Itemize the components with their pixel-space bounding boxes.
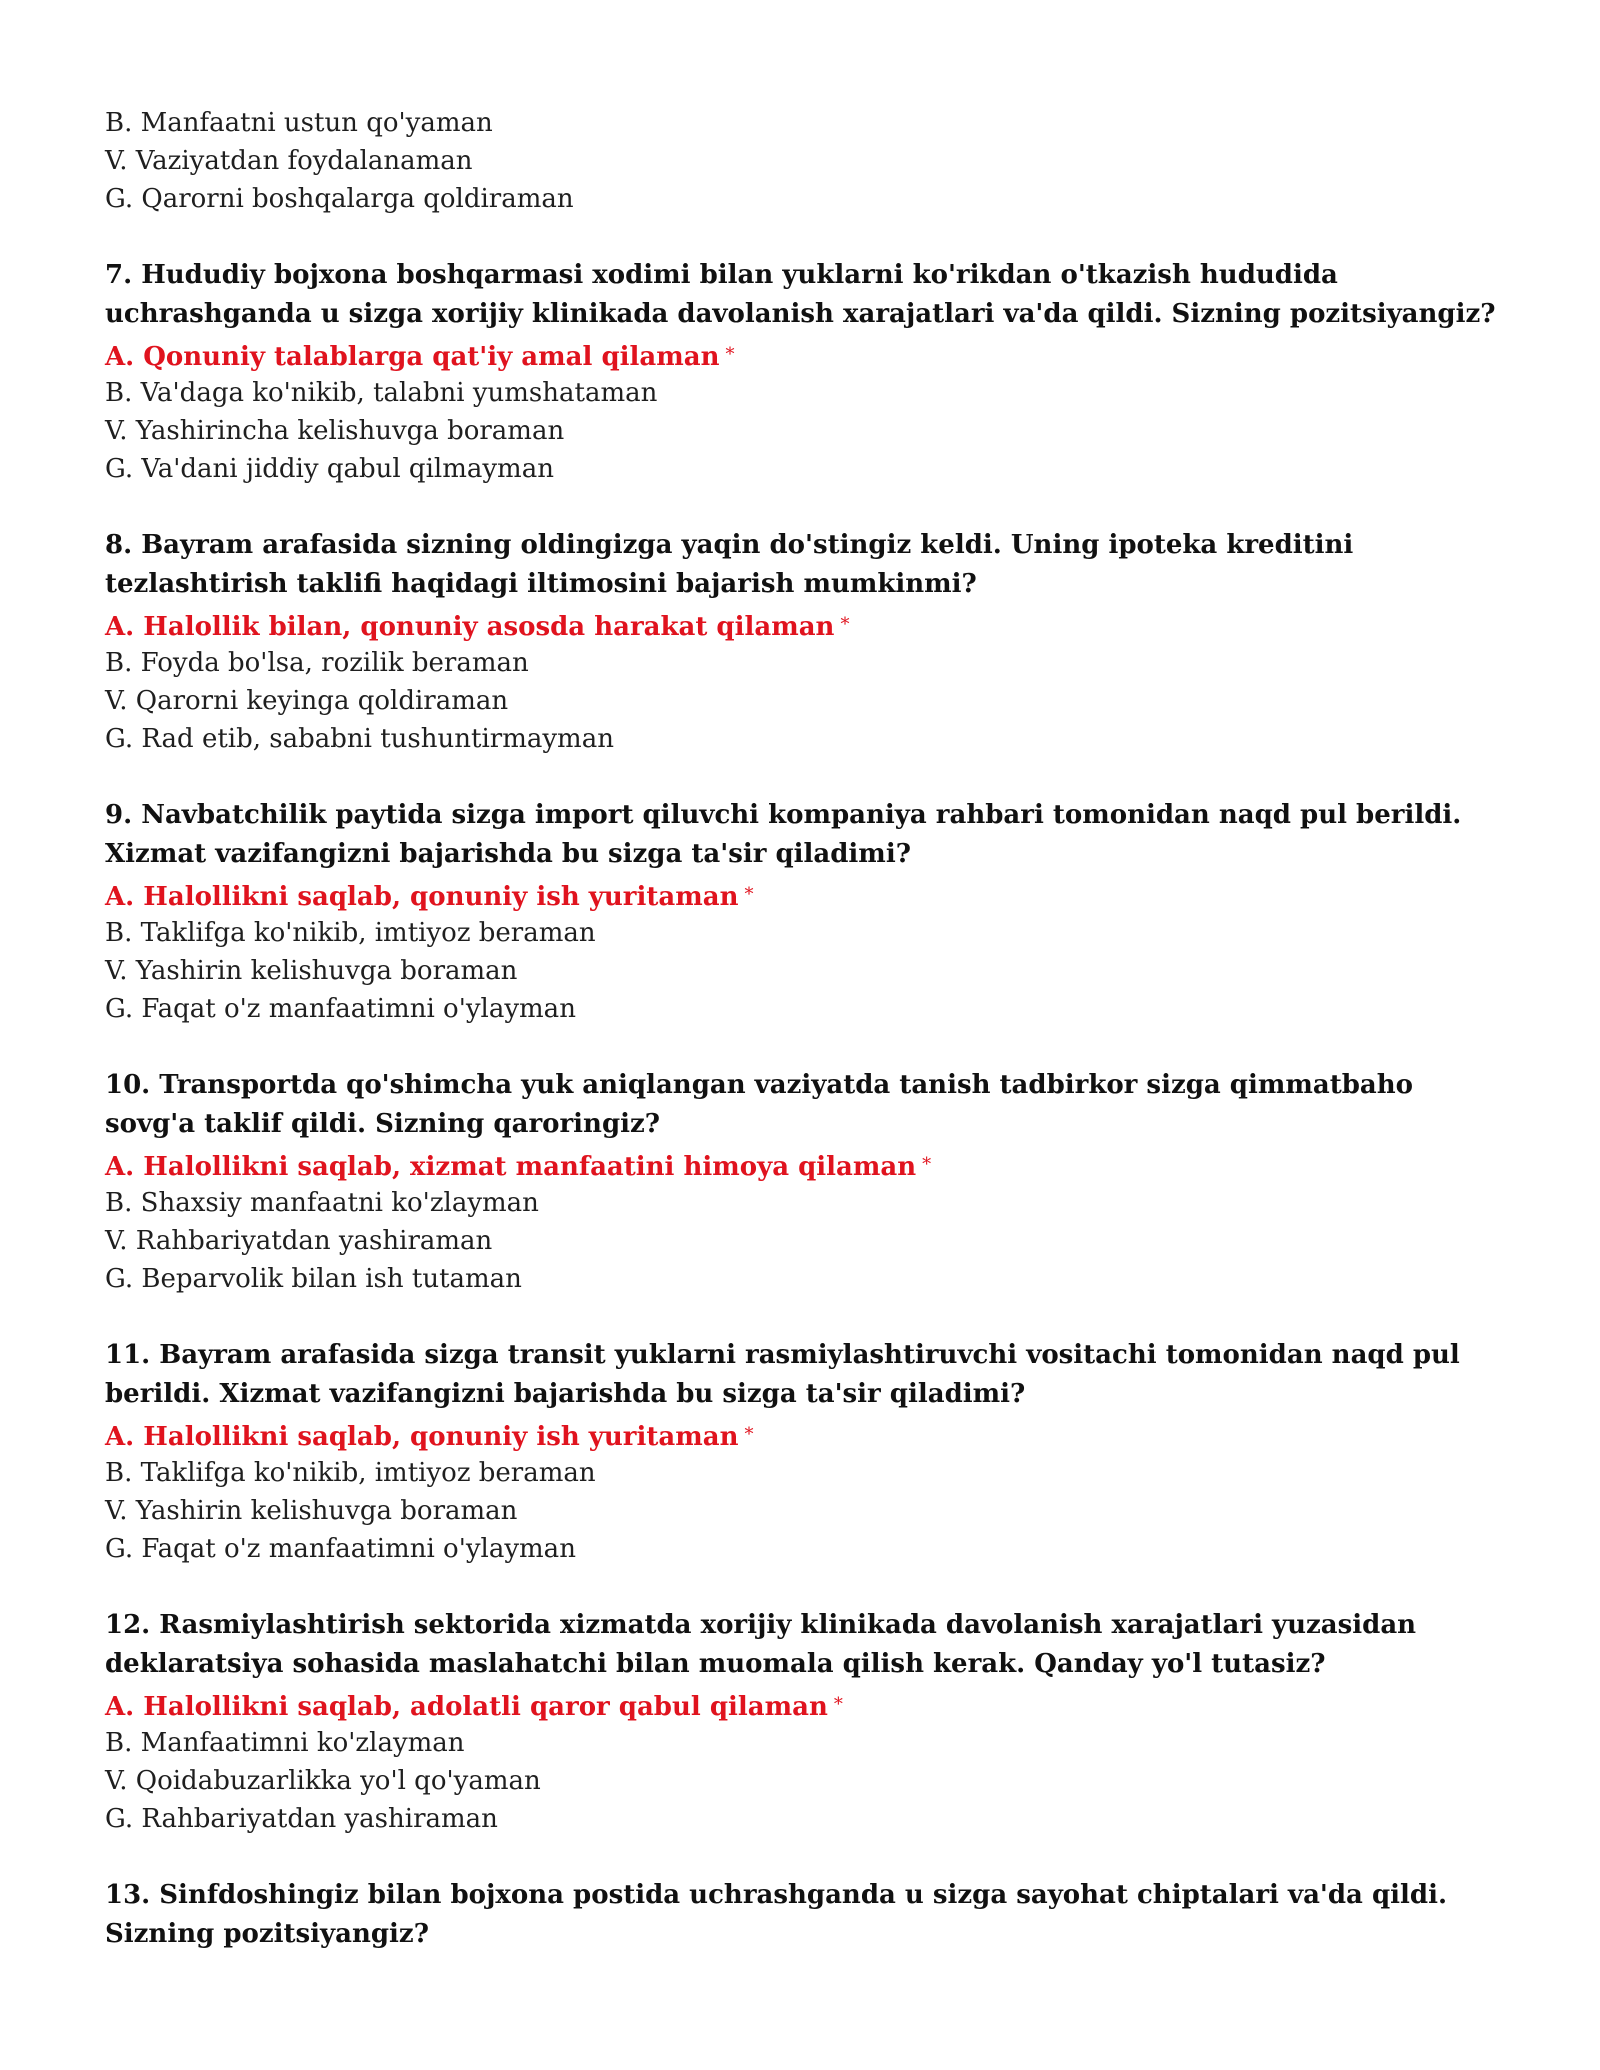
option-v: V. Yashirin kelishuvga boraman [105,956,518,986]
option-g: G. Rahbariyatdan yashiraman [105,1804,498,1834]
correct-marker: * [922,1154,932,1175]
question-8 [105,526,1505,758]
option-g: G. Rad etib, sababni tushuntirmayman [105,724,614,754]
question-9 [105,796,1505,1028]
correct-marker: * [840,614,850,635]
option-v: V. Yashirincha kelishuvga boraman [105,416,565,446]
question-text: 8. Bayram arafasida sizning oldingizga yaqin do'stingiz keldi. Uning ipoteka kreditini tezlashtirish taklifi haqidagi iltimosini bajarish mumkinmi? [105,530,1354,599]
question-10 [105,1066,1505,1298]
option-b: B. Taklifga ko'nikib, imtiyoz beraman [105,918,596,948]
correct-answer-text: A. Halollikni saqlab, adolatli qaror qabul qilaman [105,1692,828,1722]
correct-answer [105,336,1505,374]
question-12 [105,1606,1505,1838]
option-v: V. Yashirin kelishuvga boraman [105,1496,518,1526]
option-v: V. Rahbariyatdan yashiraman [105,1226,493,1256]
question-13 [105,1876,1505,1954]
correct-answer-text: A. Halollikni saqlab, xizmat manfaatini himoya qilaman [105,1152,917,1182]
correct-answer-text: A. Halollikni saqlab, qonuniy ish yuritaman [105,1422,739,1452]
question-text: 7. Hududiy bojxona boshqarmasi xodimi bilan yuklarni ko'rikdan o'tkazish hududida uchrashganda u sizga xorijiy klinikada davolanish xarajatlari va'da qildi. Sizning pozitsiyangiz? [105,260,1496,329]
correct-answer [105,1416,1505,1454]
correct-marker: * [744,884,754,905]
option-g: G. Beparvolik bilan ish tutaman [105,1264,522,1294]
option-b: B. Va'daga ko'nikib, talabni yumshataman [105,378,658,408]
option-b: B. Manfaatimni ko'zlayman [105,1728,465,1758]
correct-answer-text: A. Halollikni saqlab, qonuniy ish yuritaman [105,882,739,912]
option-b: B. Shaxsiy manfaatni ko'zlayman [105,1188,539,1218]
correct-answer [105,1146,1505,1184]
correct-answer-text: A. Qonuniy talablarga qat'iy amal qilaman [105,342,720,372]
option-g: G. Faqat o'z manfaatimni o'ylayman [105,1534,576,1564]
question-7 [105,256,1505,488]
quiz-document [105,104,1505,1956]
question-text: 11. Bayram arafasida sizga transit yuklarni rasmiylashtiruvchi vositachi tomonidan naqd pul berildi. Xizmat vazifangizni bajarishda bu sizga ta'sir qiladimi? [105,1340,1460,1409]
option-b: B. Taklifga ko'nikib, imtiyoz beraman [105,1458,596,1488]
option-b: B. Foyda bo'lsa, rozilik beraman [105,648,529,678]
question-text: 10. Transportda qo'shimcha yuk aniqlangan vaziyatda tanish tadbirkor sizga qimmatbaho sovg'a taklif qildi. Sizning qaroringiz? [105,1070,1413,1139]
correct-marker: * [744,1424,754,1445]
correct-marker: * [833,1694,843,1715]
option-v: V. Vaziyatdan foydalanaman [105,146,473,176]
option-g: G. Qarorni boshqalarga qoldiraman [105,184,574,214]
question-11 [105,1336,1505,1568]
question-text: 13. Sinfdoshingiz bilan bojxona postida uchrashganda u sizga sayohat chiptalari va'da qildi. Sizning pozitsiyangiz? [105,1880,1447,1949]
correct-marker: * [725,344,735,365]
question-text: 9. Navbatchilik paytida sizga import qiluvchi kompaniya rahbari tomonidan naqd pul berildi. Xizmat vazifangizni bajarishda bu sizga ta'sir qiladimi? [105,800,1462,869]
question-text: 12. Rasmiylashtirish sektorida xizmatda xorijiy klinikada davolanish xarajatlari yuzasidan deklaratsiya sohasida maslahatchi bilan muomala qilish kerak. Qanday yo'l tutasiz? [105,1610,1417,1679]
option-b: B. Manfaatni ustun qo'yaman [105,108,493,138]
correct-answer-text: A. Halollik bilan, qonuniy asosda harakat qilaman [105,612,835,642]
option-v: V. Qoidabuzarlikka yo'l qo'yaman [105,1766,541,1796]
correct-answer [105,606,1505,644]
option-g: G. Faqat o'z manfaatimni o'ylayman [105,994,576,1024]
correct-answer [105,1686,1505,1724]
correct-answer [105,876,1505,914]
carryover-options [105,104,1505,218]
option-g: G. Va'dani jiddiy qabul qilmayman [105,454,554,484]
option-v: V. Qarorni keyinga qoldiraman [105,686,509,716]
